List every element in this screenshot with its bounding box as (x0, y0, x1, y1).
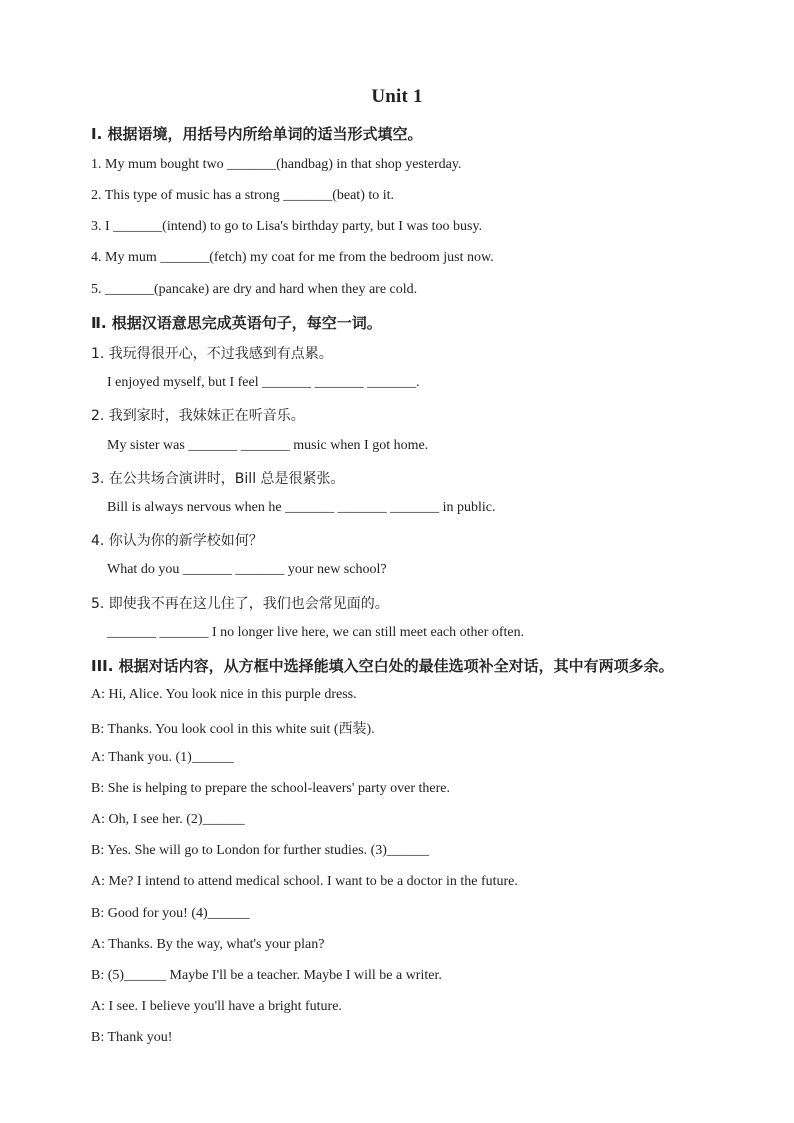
s1-item-1: 1. My mum bought two _______(handbag) in that shop yesterday. (91, 157, 462, 172)
section-1-heading: Ⅰ. 根据语境，用括号内所给单词的适当形式填空。 (91, 125, 423, 143)
dialogue-line-8: B: Good for you! (4)______ (91, 906, 250, 921)
dialogue-line-4: B: She is helping to prepare the school-leavers' party over there. (91, 781, 451, 796)
dialogue-line-11: A: I see. I believe you'll have a bright future. (91, 999, 342, 1014)
s2-item-2-en: My sister was _______ _______ music when I got home. (107, 438, 429, 453)
s2-item-1-cn: 1. 我玩得很开心，不过我感到有点累。 (91, 346, 333, 362)
s2-item-3-cn: 3. 在公共场合演讲时，Bill 总是很紧张。 (91, 471, 345, 487)
s2-item-5-cn: 5. 即使我不再在这儿住了，我们也会常见面的。 (91, 596, 389, 612)
s2-item-4-en: What do you _______ _______ your new school? (107, 562, 387, 577)
page-title: Unit 1 (371, 86, 423, 107)
dialogue-line-12: B: Thank you! (91, 1030, 173, 1045)
s2-item-5-en: _______ _______ I no longer live here, we can still meet each other often. (107, 625, 525, 640)
s1-item-4: 4. My mum _______(fetch) my coat for me from the bedroom just now. (91, 250, 494, 265)
dialogue-line-10: B: (5)______ Maybe I'll be a teacher. Maybe I will be a writer. (91, 968, 442, 983)
dialogue-line-9: A: Thanks. By the way, what's your plan? (91, 937, 325, 952)
dialogue-line-1: A: Hi, Alice. You look nice in this purple dress. (91, 687, 357, 702)
s2-item-3-en: Bill is always nervous when he _______ _______ _______ in public. (107, 500, 496, 515)
section-2-heading: Ⅱ. 根据汉语意思完成英语句子，每空一词。 (91, 314, 382, 332)
dialogue-line-7: A: Me? I intend to attend medical school. I want to be a doctor in the future. (91, 874, 518, 889)
dialogue-line-6: B: Yes. She will go to London for further studies. (3)______ (91, 843, 429, 858)
s2-item-2-cn: 2. 我到家时，我妹妹正在听音乐。 (91, 408, 305, 424)
s2-item-4-cn: 4. 你认为你的新学校如何？ (91, 533, 263, 549)
s1-item-3: 3. I _______(intend) to go to Lisa's birthday party, but I was too busy. (91, 219, 483, 234)
dialogue-line-5: A: Oh, I see her. (2)______ (91, 812, 245, 827)
section-3-heading: III. 根据对话内容，从方框中选择能填入空白处的最佳选项补全对话，其中有两项多余。 (91, 657, 674, 675)
s1-item-2: 2. This type of music has a strong _______(beat) to it. (91, 188, 395, 203)
s1-item-5: 5. _______(pancake) are dry and hard when they are cold. (91, 282, 418, 297)
dialogue-line-2: B: Thanks. You look cool in this white suit (西装). (91, 722, 375, 737)
dialogue-line-3: A: Thank you. (1)______ (91, 750, 234, 765)
s2-item-1-en: I enjoyed myself, but I feel _______ _______ _______. (107, 375, 420, 390)
